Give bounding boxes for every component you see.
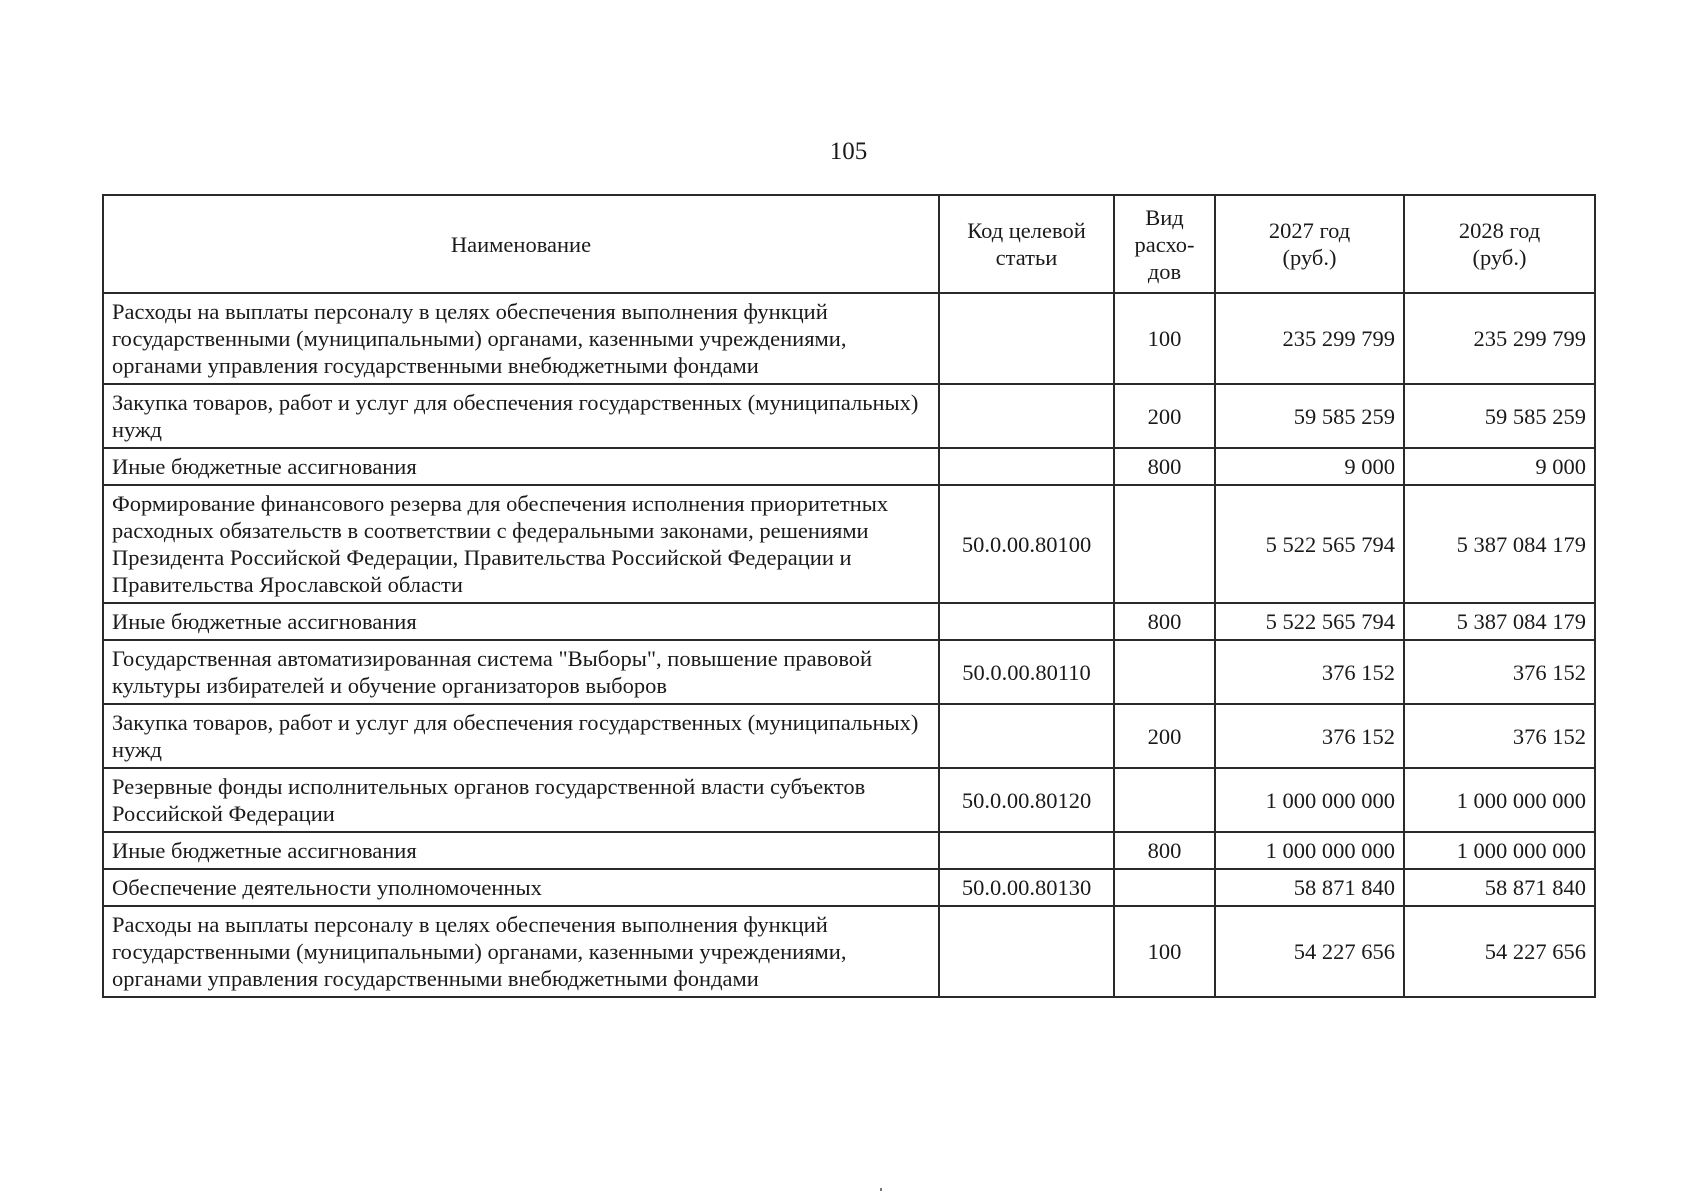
cell-2027: 1 000 000 000 [1215,768,1404,832]
table-row [103,906,1595,997]
cell-2028: 5 387 084 179 [1404,603,1595,640]
cell-name: Государственная автоматизированная система "Выборы", повышение правовой культуры избирателей и обучение организаторов выборов [103,640,939,704]
cell-name: Формирование финансового резерва для обеспечения исполнения приоритетных расходных обязательств в соответствии с федеральными законами, решениями Президента Российской Федерации, Правительства Российской Федерации и Правительства Ярославской области [103,485,939,603]
cell-name: Расходы на выплаты персоналу в целях обеспечения выполнения функций государственными (муниципальными) органами, казенными учреждениями, органами управления государственными внебюджетными фондами [103,906,939,997]
cell-2027: 58 871 840 [1215,869,1404,906]
cell-2028: 1 000 000 000 [1404,832,1595,869]
cell-name: Иные бюджетные ассигнования [103,832,939,869]
header-2027: 2027 год (руб.) [1215,195,1404,293]
cell-code: 50.0.00.80120 [939,768,1114,832]
cell-kind [1114,485,1215,603]
table-row [103,448,1595,485]
cell-name: Закупка товаров, работ и услуг для обеспечения государственных (муниципальных) нужд [103,384,939,448]
cell-code [939,704,1114,768]
cell-code [939,384,1114,448]
cell-code [939,832,1114,869]
cell-code: 50.0.00.80100 [939,485,1114,603]
cell-2027: 54 227 656 [1215,906,1404,997]
table-row [103,869,1595,906]
cell-2027: 5 522 565 794 [1215,485,1404,603]
cell-2027: 9 000 [1215,448,1404,485]
cell-code [939,603,1114,640]
cell-2027: 376 152 [1215,640,1404,704]
table-row [103,293,1595,384]
table-row [103,603,1595,640]
table-row [103,640,1595,704]
cell-kind [1114,869,1215,906]
cell-2028: 5 387 084 179 [1404,485,1595,603]
scan-speck [880,1188,882,1191]
cell-kind [1114,768,1215,832]
table-row [103,832,1595,869]
cell-code: 50.0.00.80130 [939,869,1114,906]
cell-kind: 200 [1114,384,1215,448]
cell-2027: 376 152 [1215,704,1404,768]
cell-name: Резервные фонды исполнительных органов государственной власти субъектов Российской Федерации [103,768,939,832]
cell-2027: 59 585 259 [1215,384,1404,448]
cell-2028: 9 000 [1404,448,1595,485]
cell-kind [1114,640,1215,704]
cell-2028: 235 299 799 [1404,293,1595,384]
cell-name: Расходы на выплаты персоналу в целях обеспечения выполнения функций государственными (муниципальными) органами, казенными учреждениями, органами управления государственными внебюджетными фондами [103,293,939,384]
header-name: Наименование [103,195,939,293]
table-header-row [103,195,1595,293]
cell-kind: 100 [1114,293,1215,384]
cell-2027: 235 299 799 [1215,293,1404,384]
cell-2027: 5 522 565 794 [1215,603,1404,640]
cell-2027: 1 000 000 000 [1215,832,1404,869]
header-2028: 2028 год (руб.) [1404,195,1595,293]
cell-kind: 800 [1114,832,1215,869]
cell-kind: 100 [1114,906,1215,997]
table-row [103,768,1595,832]
cell-code [939,293,1114,384]
page-number: 105 [829,138,868,165]
cell-2028: 376 152 [1404,640,1595,704]
cell-code: 50.0.00.80110 [939,640,1114,704]
budget-table [102,194,1596,998]
cell-name: Обеспечение деятельности уполномоченных [103,869,939,906]
table-row [103,704,1595,768]
cell-kind: 800 [1114,448,1215,485]
table-row [103,485,1595,603]
cell-name: Иные бюджетные ассигнования [103,448,939,485]
cell-2028: 54 227 656 [1404,906,1595,997]
cell-2028: 1 000 000 000 [1404,768,1595,832]
cell-code [939,448,1114,485]
header-code: Код целевой статьи [939,195,1114,293]
cell-2028: 59 585 259 [1404,384,1595,448]
cell-name: Закупка товаров, работ и услуг для обеспечения государственных (муниципальных) нужд [103,704,939,768]
cell-2028: 58 871 840 [1404,869,1595,906]
cell-kind: 800 [1114,603,1215,640]
cell-name: Иные бюджетные ассигнования [103,603,939,640]
cell-kind: 200 [1114,704,1215,768]
header-kind: Вид расхо- дов [1114,195,1215,293]
cell-code [939,906,1114,997]
table-row [103,384,1595,448]
cell-2028: 376 152 [1404,704,1595,768]
